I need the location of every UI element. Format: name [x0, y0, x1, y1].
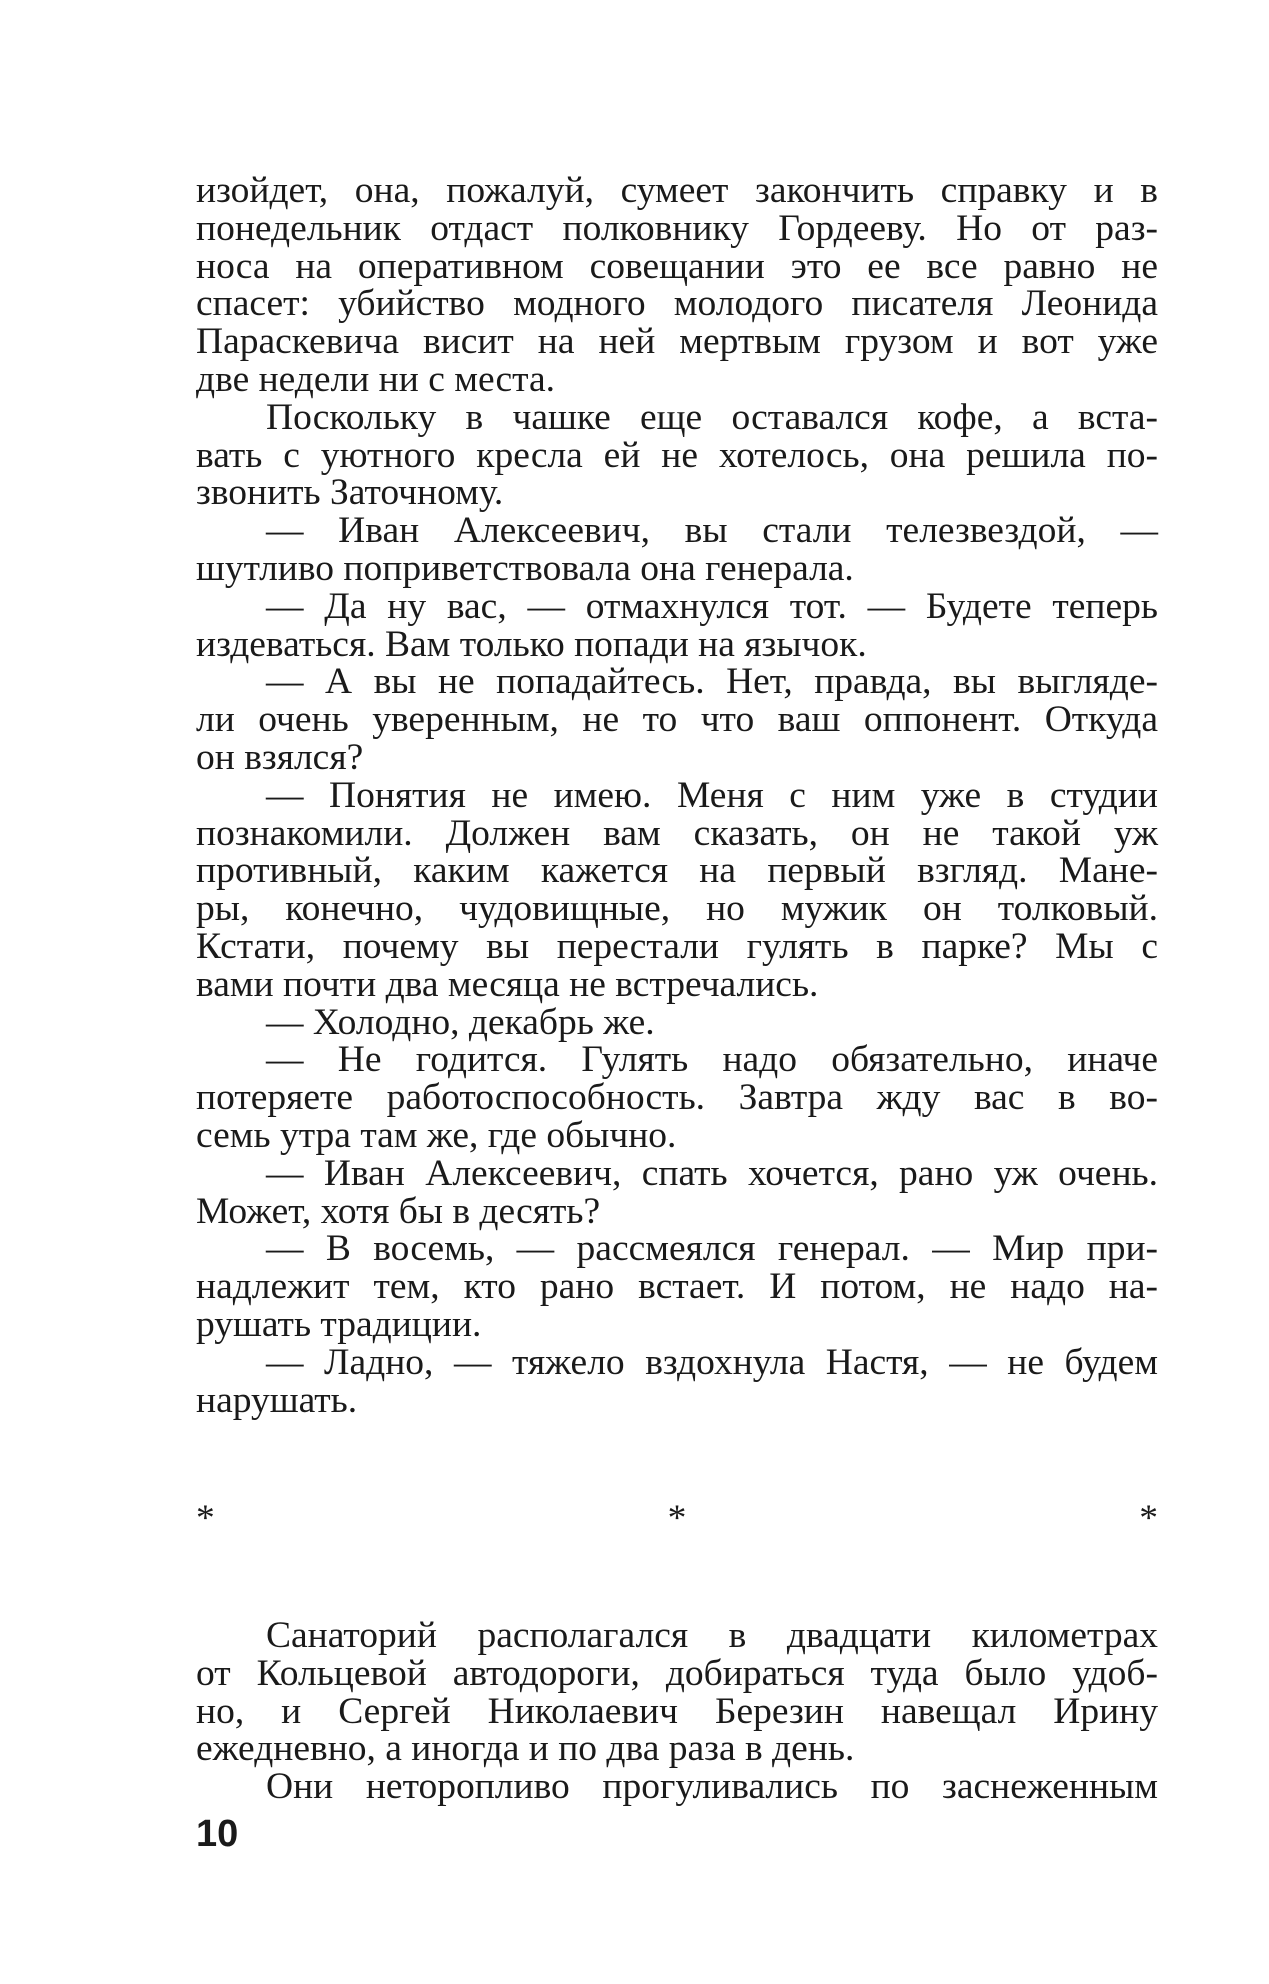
text-line: он взялся?: [196, 736, 364, 778]
text-line: понедельник отдаст полковнику Гордееву. Но от раз-: [196, 207, 1158, 249]
text-line: изойдет, она, пожалуй, сумеет закончить справку и в: [196, 170, 1158, 211]
text-line: ры, конечно, чудовищные, но мужик он толковый.: [196, 888, 1158, 930]
text-line: издеваться. Вам только попади на язычок.: [196, 623, 867, 665]
text-line: — В восемь, — рассмеялся генерал. — Мир при-: [266, 1228, 1158, 1270]
text-line: шутливо поприветствовала она генерала.: [196, 547, 854, 589]
text-line: противный, каким кажется на первый взгляд. Мане-: [196, 850, 1158, 892]
text-line: ежедневно, а иногда и по два раза в день.: [196, 1728, 855, 1770]
text-line: — Иван Алексеевич, вы стали телезвездой, —: [266, 510, 1158, 552]
text-line: — А вы не попадайтесь. Нет, правда, вы выгляде-: [266, 661, 1158, 703]
text-line: от Кольцевой автодороги, добираться туда было удоб-: [196, 1652, 1158, 1694]
text-line: но, и Сергей Николаевич Березин навещал Ирину: [196, 1690, 1158, 1732]
text-line: нарушать.: [196, 1379, 358, 1421]
text-line: надлежит тем, кто рано встает. И потом, не надо на-: [196, 1266, 1158, 1308]
text-line: две недели ни с места.: [196, 358, 556, 400]
text-line: — Холодно, декабрь же.: [266, 1001, 655, 1043]
section-separator: * * *: [196, 1498, 1158, 1540]
text-line: звонить Заточному.: [196, 472, 504, 514]
text-line: вами почти два месяца не встречались.: [196, 963, 819, 1005]
page-number: 10: [196, 1813, 239, 1855]
text-line: — Не годится. Гулять надо обязательно, иначе: [266, 1039, 1158, 1081]
text-line: Параскевича висит на ней мертвым грузом и вот уже: [196, 321, 1158, 363]
text-line: — Иван Алексеевич, спать хочется, рано уж очень.: [266, 1152, 1158, 1194]
text-line: носа на оперативном совещании это ее все равно не: [196, 245, 1158, 287]
text-line: вать с уютного кресла ей не хотелось, она решила по-: [196, 434, 1158, 476]
text-line: Поскольку в чашке еще оставался кофе, а вста-: [266, 396, 1158, 438]
text-line: Кстати, почему вы перестали гулять в парке? Мы с: [196, 925, 1158, 967]
text-line: рушать традиции.: [196, 1303, 482, 1345]
body-text: [196, 172, 1158, 1806]
text-line: Они неторопливо прогуливались по заснеженным: [266, 1766, 1158, 1808]
text-line: — Да ну вас, — отмахнулся тот. — Будете теперь: [266, 585, 1158, 627]
text-line: семь утра там же, где обычно.: [196, 1114, 677, 1156]
text-line: Может, хотя бы в десять?: [196, 1190, 601, 1232]
text-line: — Понятия не имею. Меня с ним уже в студии: [266, 774, 1158, 816]
text-line: — Ладно, — тяжело вздохнула Настя, — не будем: [266, 1341, 1158, 1383]
text-line: потеряете работоспособность. Завтра жду вас в во-: [196, 1077, 1158, 1119]
text-line: спасет: убийство модного молодого писателя Леонида: [196, 283, 1158, 325]
text-line: познакомили. Должен вам сказать, он не такой уж: [196, 812, 1158, 854]
text-line: ли очень уверенным, не то что ваш оппонент. Откуда: [196, 699, 1158, 741]
text-line: Санаторий располагался в двадцати километрах: [266, 1615, 1158, 1657]
